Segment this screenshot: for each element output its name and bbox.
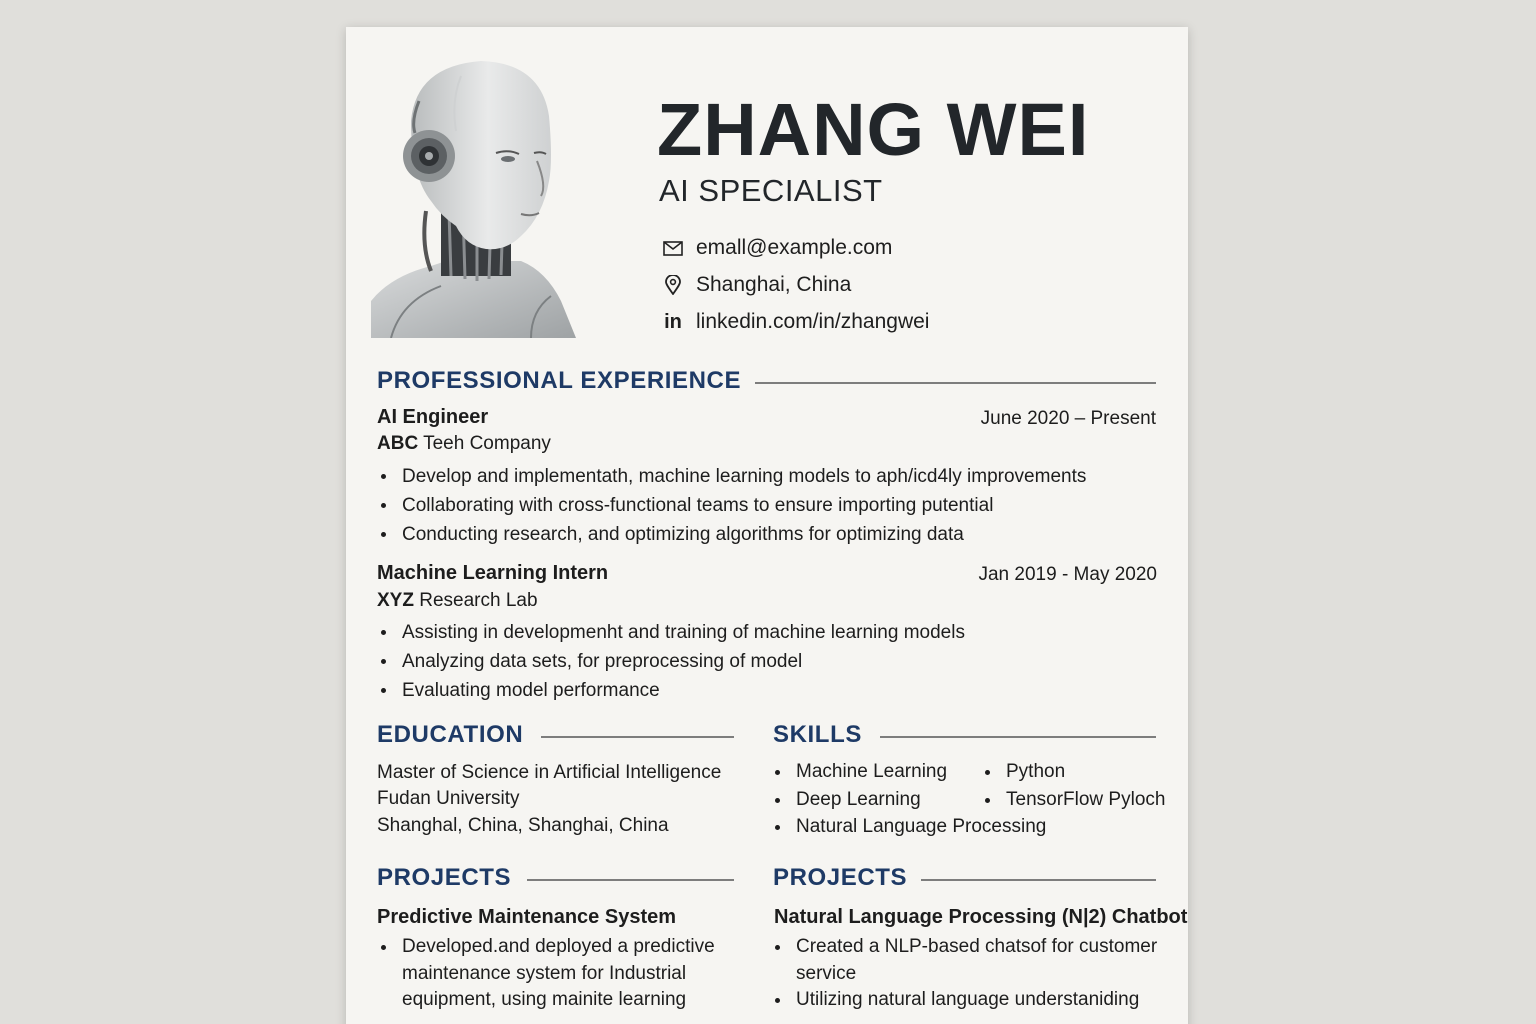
candidate-name: ZHANG WEI [657,88,1090,171]
resume-page [346,27,1188,1024]
contact-linkedin[interactable] [662,310,929,334]
project-bullets [771,934,1166,1014]
education-location: Shanghal, China, Shanghai, China [377,815,669,836]
section-divider [921,879,1156,881]
list-item: Evaluating model performance [377,676,965,705]
job-dates: Jan 2019 - May 2020 [978,564,1157,585]
company-name-rest: Teeh Company [418,433,551,454]
education-school: Fudan University [377,788,520,809]
section-divider [880,736,1156,738]
section-experience-heading [377,367,1156,395]
job-dates: June 2020 – Present [980,408,1156,429]
company-name [377,590,538,612]
list-item: Natural Language Processing [771,813,1046,841]
linkedin-icon: in [664,310,682,333]
projects-heading-text: PROJECTS [773,864,908,891]
list-item: Developed.and deployed a predictive maintenance system for Industrial equipment, using mainite learning [377,934,749,1014]
list-item: Develop and implementath, machine learning models to aph/icd4ly improvements [377,462,1086,491]
experience-heading-text: PROFESSIONAL EXPERIENCE [377,367,742,394]
robot-portrait-image [371,61,595,338]
section-projects-heading [773,864,1156,892]
project-title: Predictive Maintenance System [377,906,677,928]
job-bullets [377,462,1086,549]
list-item: Assisting in developmenht and training of machine learning models [377,618,965,647]
list-item: Collaborating with cross-functional teams to ensure importing putential [377,491,1086,520]
job-title: Machine Learning Intern [377,562,609,584]
section-skills-heading [773,721,1156,749]
job-title: AI Engineer [377,406,489,428]
education-degree: Master of Science in Artificial Intelligence [377,762,722,783]
skills-heading-text: SKILLS [773,721,862,748]
projects-heading-text: PROJECTS [377,864,512,891]
section-divider [541,736,734,738]
contact-location [662,273,851,297]
list-item: Utilizing natural language understaniding [771,987,1166,1014]
candidate-title: AI SPECIALIST [659,173,883,208]
company-name-bold: XYZ [377,590,414,611]
contact-email[interactable] [662,236,892,260]
linkedin-text[interactable]: linkedin.com/in/zhangwei [696,310,930,333]
section-education-heading [377,721,734,749]
list-item: TensorFlow Pyloch [981,786,1165,814]
list-item: Created a NLP-based chatsof for customer service [771,934,1166,987]
mail-icon [662,241,684,256]
company-name-bold: ABC [377,433,419,454]
project-title: Natural Language Processing (N|2) Chatbot [774,906,1188,928]
project-bullets [377,934,749,1014]
company-name [377,433,551,455]
email-text[interactable]: emall@example.com [696,236,893,259]
list-item: Deep Learning [771,786,1046,814]
list-item: Analyzing data sets, for preprocessing of model [377,647,965,676]
section-divider [755,382,1156,384]
education-heading-text: EDUCATION [377,721,524,748]
job-bullets [377,618,965,705]
list-item: Machine Learning [771,758,1046,786]
location-text: Shanghai, China [696,273,852,296]
section-projects-heading [377,864,734,892]
section-divider [527,879,734,881]
list-item: Python [981,758,1165,786]
location-pin-icon [662,275,684,295]
list-item: Conducting research, and optimizing algorithms for optimizing data [377,520,1086,549]
company-name-rest: Research Lab [413,590,538,611]
skills-list-col2 [981,758,1165,813]
